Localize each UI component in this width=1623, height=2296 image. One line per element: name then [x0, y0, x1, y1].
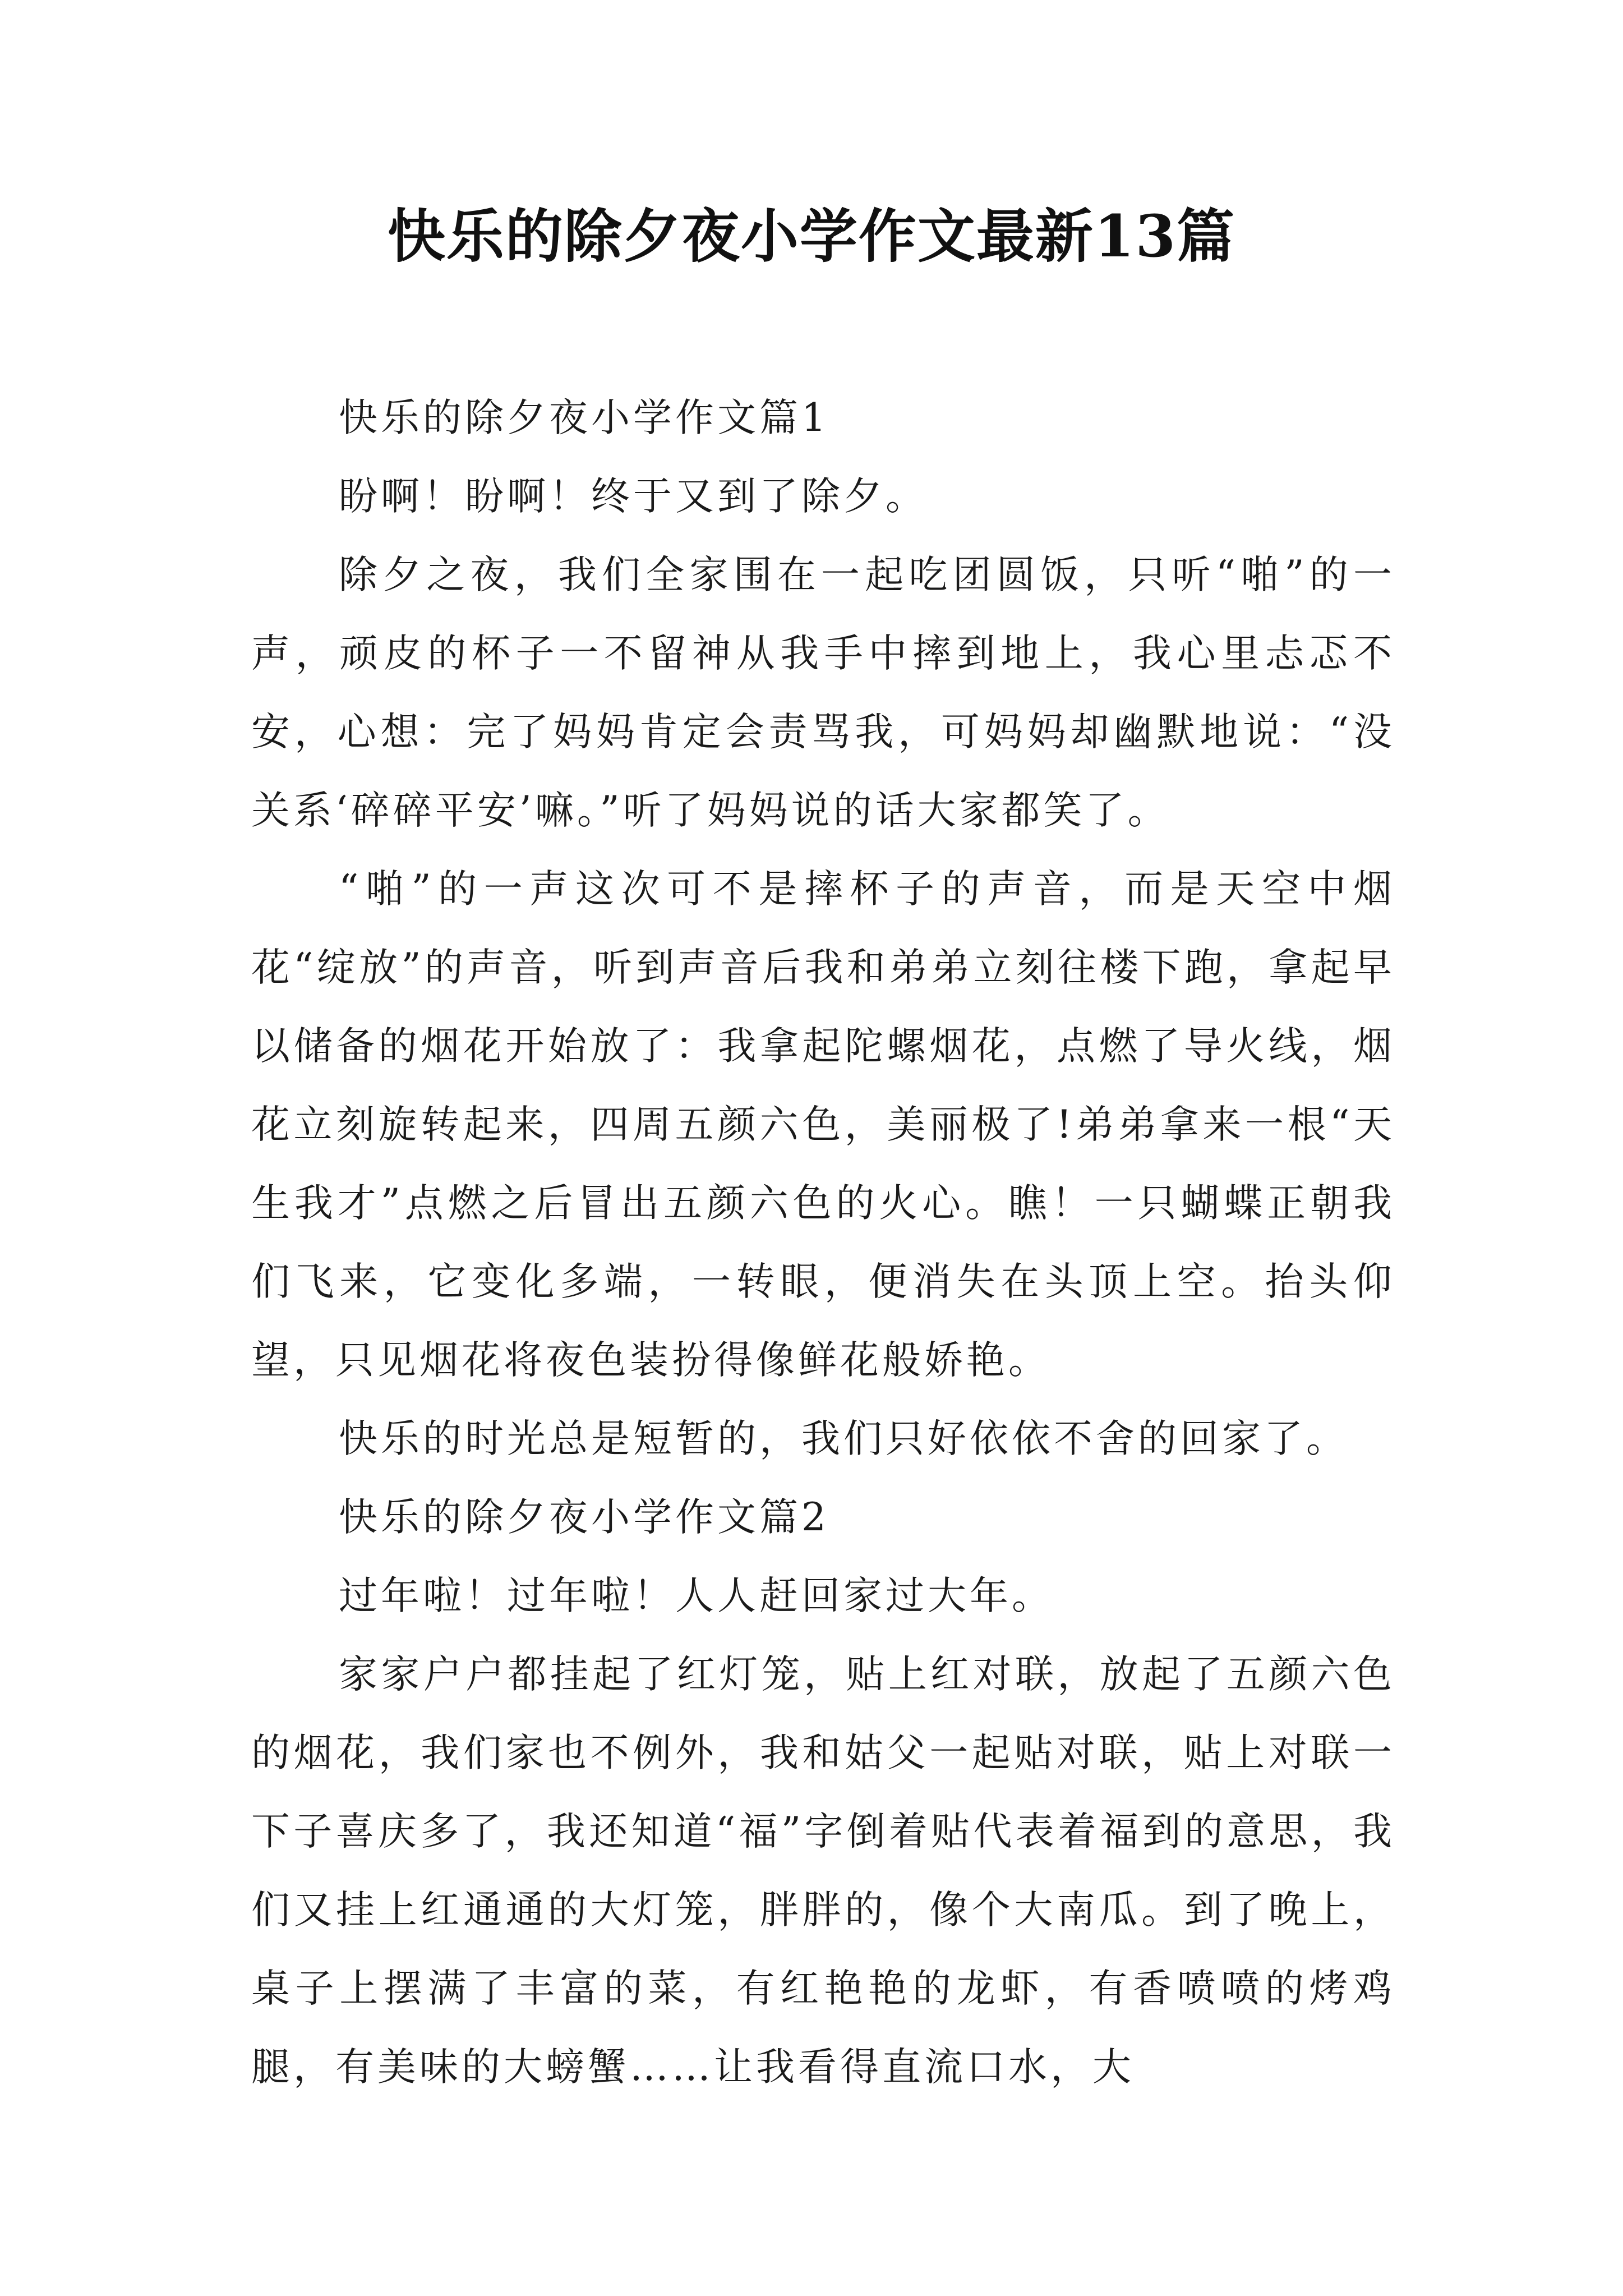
- paragraph: 过年啦！过年啦！人人赶回家过大年。: [339, 1573, 1054, 1618]
- paragraph: “啪”的一声这次可不是摔杯子的声音，而是天空中烟花“绽放”的声音，听到声音后我和弟弟立刻往楼下跑，拿起早以储备的烟花开始放了：我拿起陀螺烟花，点燃了导火线，烟花立刻旋转起来，四周五颜六色，美丽极了!弟弟拿来一根“天生我才”点燃之后冒出五颜六色的火心。瞧！一只蝴蝶正朝我们飞来，它变化多端，一转眼，便消失在头顶上空。抬头仰望，只见烟花将夜色装扮得像鲜花般娇艳。: [251, 867, 1395, 1383]
- section-heading: 快乐的除夕夜小学作文篇1: [339, 395, 829, 440]
- paragraph: 盼啊！盼啊！终于又到了除夕。: [339, 474, 928, 519]
- paragraph: 快乐的时光总是短暂的，我们只好依依不舍的回家了。: [339, 1416, 1348, 1461]
- document-title: 快乐的除夕夜小学作文最新13篇: [387, 203, 1236, 270]
- paragraph: 家家户户都挂起了红灯笼，贴上红对联，放起了五颜六色的烟花，我们家也不例外，我和姑父一起贴对联，贴上对联一下子喜庆多了，我还知道“福”字倒着贴代表着福到的意思，我们又挂上红通通的大灯笼，胖胖的，像个大南瓜。到了晚上，桌子上摆满了丰富的菜，有红艳艳的龙虾，有香喷喷的烤鸡腿，有美味的大螃蟹……让我看得直流口水，大: [251, 1652, 1395, 2090]
- document-body: [251, 379, 1395, 2106]
- section-heading: 快乐的除夕夜小学作文篇2: [339, 1495, 829, 1540]
- paragraph: 除夕之夜，我们全家围在一起吃团圆饭，只听“啪”的一声，顽皮的杯子一不留神从我手中摔到地上，我心里忐忑不安，心想：完了妈妈肯定会责骂我，可妈妈却幽默地说：“没关系‘碎碎平安’嘛。”听了妈妈说的话大家都笑了。: [251, 553, 1395, 833]
